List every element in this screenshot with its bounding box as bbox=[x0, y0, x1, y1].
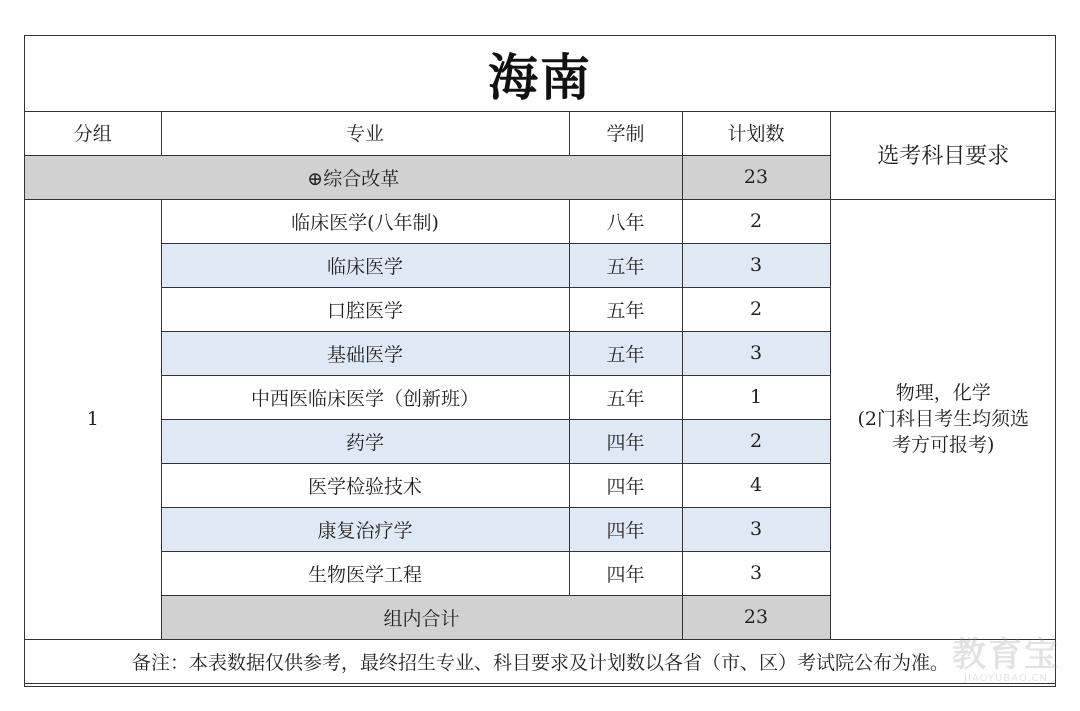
table-row bbox=[25, 199, 1056, 243]
subtotal-label: 组内合计 bbox=[161, 595, 682, 639]
major-cell: 临床医学 bbox=[161, 243, 569, 287]
plan-cell: 1 bbox=[682, 375, 830, 419]
plan-cell: 3 bbox=[682, 507, 830, 551]
header-requirement: 选考科目要求 bbox=[830, 111, 1056, 199]
major-cell: 临床医学(八年制) bbox=[161, 199, 569, 243]
duration-cell: 四年 bbox=[569, 507, 682, 551]
group-number: 1 bbox=[25, 199, 161, 639]
plan-cell: 3 bbox=[682, 551, 830, 595]
header-row bbox=[25, 111, 1056, 155]
page-title: 海南 bbox=[488, 48, 592, 107]
header-plan: 计划数 bbox=[682, 111, 830, 155]
major-cell: 生物医学工程 bbox=[161, 551, 569, 595]
plan-cell: 2 bbox=[682, 419, 830, 463]
subtotal-plan: 23 bbox=[682, 595, 830, 639]
duration-cell: 四年 bbox=[569, 419, 682, 463]
plan-cell: 3 bbox=[682, 243, 830, 287]
major-cell: 口腔医学 bbox=[161, 287, 569, 331]
duration-cell: 四年 bbox=[569, 463, 682, 507]
admission-table bbox=[25, 111, 1056, 684]
major-cell: 中西医临床医学（创新班） bbox=[161, 375, 569, 419]
watermark-url: JIAOYUBAO.CN bbox=[964, 673, 1048, 684]
admission-table-frame bbox=[24, 35, 1056, 687]
watermark-text: 教育宝 bbox=[952, 635, 1060, 675]
reform-plan: 23 bbox=[682, 155, 830, 199]
major-cell: 康复治疗学 bbox=[161, 507, 569, 551]
plan-cell: 2 bbox=[682, 287, 830, 331]
requirement-line-3: 考方可报考) bbox=[892, 434, 995, 456]
plan-cell: 4 bbox=[682, 463, 830, 507]
requirement-line-1: 物理，化学 bbox=[895, 382, 991, 404]
major-cell: 医学检验技术 bbox=[161, 463, 569, 507]
plan-cell: 3 bbox=[682, 331, 830, 375]
duration-cell: 五年 bbox=[569, 243, 682, 287]
header-duration: 学制 bbox=[569, 111, 682, 155]
header-major: 专业 bbox=[161, 111, 569, 155]
header-group: 分组 bbox=[25, 111, 161, 155]
duration-cell: 四年 bbox=[569, 551, 682, 595]
duration-cell: 五年 bbox=[569, 375, 682, 419]
major-cell: 药学 bbox=[161, 419, 569, 463]
duration-cell: 八年 bbox=[569, 199, 682, 243]
watermark-logo bbox=[952, 637, 1060, 684]
note-text: 备注：本表数据仅供参考，最终招生专业、科目要求及计划数以各省（市、区）考试院公布为准。 bbox=[25, 639, 1056, 683]
reform-label: ⊕综合改革 bbox=[25, 155, 682, 199]
requirement-cell bbox=[830, 199, 1056, 639]
major-cell: 基础医学 bbox=[161, 331, 569, 375]
duration-cell: 五年 bbox=[569, 331, 682, 375]
duration-cell: 五年 bbox=[569, 287, 682, 331]
title-row bbox=[25, 36, 1055, 112]
requirement-line-2: (2门科目考生均须选 bbox=[857, 408, 1029, 430]
plan-cell: 2 bbox=[682, 199, 830, 243]
note-row bbox=[25, 639, 1056, 683]
